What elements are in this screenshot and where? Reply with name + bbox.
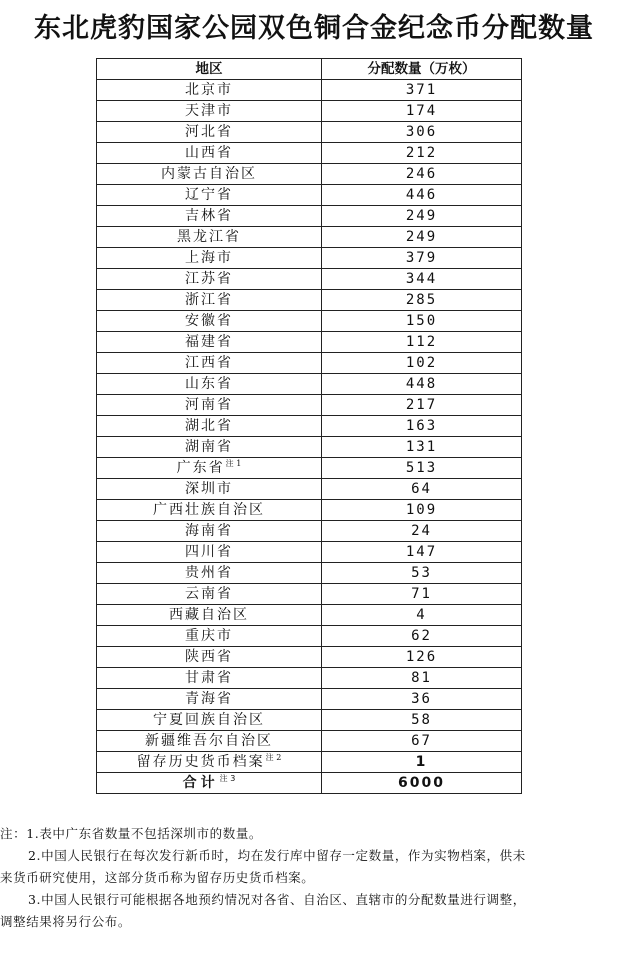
quantity-cell: 379 <box>322 248 522 269</box>
region-name: 浙江省 <box>185 292 233 308</box>
table-row <box>97 395 522 416</box>
region-cell <box>97 689 322 710</box>
table-row <box>97 374 522 395</box>
region-cell <box>97 500 322 521</box>
region-cell <box>97 290 322 311</box>
region-cell <box>97 647 322 668</box>
region-cell <box>97 248 322 269</box>
region-name: 青海省 <box>185 691 233 707</box>
region-name: 上海市 <box>185 250 233 266</box>
quantity-cell: 81 <box>322 668 522 689</box>
quantity-cell: 212 <box>322 143 522 164</box>
region-cell <box>97 458 322 479</box>
table-row <box>97 542 522 563</box>
region-name: 宁夏回族自治区 <box>153 712 265 728</box>
region-name: 河北省 <box>185 124 233 140</box>
region-cell <box>97 521 322 542</box>
footnote-line-3: 来货币研究使用，这部分货币称为留存历史货币档案。 <box>0 870 315 885</box>
quantity-cell: 246 <box>322 164 522 185</box>
table-row <box>97 584 522 605</box>
quantity-cell: 150 <box>322 311 522 332</box>
region-name: 四川省 <box>185 544 233 560</box>
footnote-line-1: 注：1.表中广东省数量不包括深圳市的数量。 <box>0 826 263 841</box>
region-name: 陕西省 <box>185 649 233 665</box>
region-cell <box>97 752 322 773</box>
quantity-cell: 174 <box>322 101 522 122</box>
region-name: 海南省 <box>185 523 233 539</box>
region-name: 深圳市 <box>185 481 233 497</box>
footnote-marker: 注 1 <box>225 459 242 469</box>
quantity-cell: 163 <box>322 416 522 437</box>
region-cell <box>97 269 322 290</box>
region-cell <box>97 374 322 395</box>
region-name: 留存历史货币档案 <box>136 754 265 770</box>
table-row <box>97 710 522 731</box>
region-cell <box>97 164 322 185</box>
quantity-cell: 36 <box>322 689 522 710</box>
quantity-cell: 102 <box>322 353 522 374</box>
region-name: 内蒙古自治区 <box>161 166 257 182</box>
region-cell <box>97 206 322 227</box>
region-cell <box>97 416 322 437</box>
region-name: 湖南省 <box>185 439 233 455</box>
footnote-line-2: 2.中国人民银行在每次发行新币时，均在发行库中留存一定数量，作为实物档案，供未 <box>28 848 526 863</box>
quantity-cell: 71 <box>322 584 522 605</box>
table-row <box>97 416 522 437</box>
table-row <box>97 185 522 206</box>
region-name: 新疆维吾尔自治区 <box>145 733 273 749</box>
quantity-cell: 306 <box>322 122 522 143</box>
region-name: 北京市 <box>185 82 233 98</box>
table-row <box>97 353 522 374</box>
region-name: 山东省 <box>185 376 233 392</box>
region-cell <box>97 542 322 563</box>
quantity-cell: 513 <box>322 458 522 479</box>
quantity-cell: 58 <box>322 710 522 731</box>
quantity-cell: 131 <box>322 437 522 458</box>
quantity-cell: 249 <box>322 227 522 248</box>
region-cell <box>97 668 322 689</box>
table-row <box>97 668 522 689</box>
region-cell <box>97 80 322 101</box>
table-row <box>97 521 522 542</box>
region-name: 福建省 <box>185 334 233 350</box>
region-name: 江苏省 <box>185 271 233 287</box>
table-row <box>97 227 522 248</box>
region-cell <box>97 311 322 332</box>
region-cell <box>97 605 322 626</box>
table-row <box>97 290 522 311</box>
region-cell <box>97 185 322 206</box>
quantity-cell: 64 <box>322 479 522 500</box>
region-cell <box>97 395 322 416</box>
table-row <box>97 332 522 353</box>
table-row <box>97 731 522 752</box>
table-row <box>97 122 522 143</box>
table-row <box>97 101 522 122</box>
table-row <box>97 563 522 584</box>
table-row <box>97 689 522 710</box>
table-row <box>97 458 522 479</box>
region-name: 安徽省 <box>185 313 233 329</box>
region-cell <box>97 626 322 647</box>
table-row <box>97 143 522 164</box>
table-row <box>97 752 522 773</box>
page-title: 东北虎豹国家公园双色铜合金纪念币分配数量 <box>34 13 594 44</box>
table-row <box>97 269 522 290</box>
table-row <box>97 248 522 269</box>
quantity-cell: 217 <box>322 395 522 416</box>
region-name: 合计 <box>182 775 219 791</box>
region-cell <box>97 773 322 794</box>
region-name: 广西壮族自治区 <box>153 502 265 518</box>
allocation-table <box>96 58 522 794</box>
region-cell <box>97 143 322 164</box>
footnote-line-4: 3.中国人民银行可能根据各地预约情况对各省、自治区、直辖市的分配数量进行调整， <box>28 892 526 907</box>
footnote-marker: 注 2 <box>265 753 282 763</box>
quantity-cell: 62 <box>322 626 522 647</box>
region-name: 西藏自治区 <box>169 607 249 623</box>
table-total-row <box>97 773 522 794</box>
quantity-cell: 109 <box>322 500 522 521</box>
region-cell <box>97 563 322 584</box>
quantity-cell: 6000 <box>322 773 522 794</box>
region-cell <box>97 710 322 731</box>
quantity-cell: 344 <box>322 269 522 290</box>
quantity-cell: 53 <box>322 563 522 584</box>
region-name: 云南省 <box>185 586 233 602</box>
quantity-cell: 147 <box>322 542 522 563</box>
region-cell <box>97 353 322 374</box>
region-cell <box>97 479 322 500</box>
region-name: 贵州省 <box>185 565 233 581</box>
region-cell <box>97 101 322 122</box>
table-row <box>97 647 522 668</box>
table-body <box>97 80 522 794</box>
quantity-cell: 1 <box>322 752 522 773</box>
column-header-quantity: 分配数量（万枚） <box>322 59 522 80</box>
table-row <box>97 206 522 227</box>
table-row <box>97 626 522 647</box>
column-header-region: 地区 <box>97 59 322 80</box>
footnote-marker: 注 3 <box>219 774 236 784</box>
table-row <box>97 311 522 332</box>
table-row <box>97 605 522 626</box>
region-name: 吉林省 <box>185 208 233 224</box>
table-header-row <box>97 59 522 80</box>
region-name: 江西省 <box>185 355 233 371</box>
table-row <box>97 80 522 101</box>
region-name: 山西省 <box>185 145 233 161</box>
quantity-cell: 112 <box>322 332 522 353</box>
region-name: 广东省 <box>176 460 225 476</box>
region-cell <box>97 332 322 353</box>
quantity-cell: 448 <box>322 374 522 395</box>
region-cell <box>97 584 322 605</box>
quantity-cell: 446 <box>322 185 522 206</box>
quantity-cell: 4 <box>322 605 522 626</box>
region-name: 黑龙江省 <box>177 229 241 245</box>
region-name: 天津市 <box>185 103 233 119</box>
table-row <box>97 164 522 185</box>
region-name: 重庆市 <box>185 628 233 644</box>
region-name: 河南省 <box>185 397 233 413</box>
footnote-line-5: 调整结果将另行公布。 <box>0 914 132 929</box>
quantity-cell: 249 <box>322 206 522 227</box>
region-name: 甘肃省 <box>185 670 233 686</box>
table-row <box>97 437 522 458</box>
region-cell <box>97 122 322 143</box>
quantity-cell: 67 <box>322 731 522 752</box>
quantity-cell: 24 <box>322 521 522 542</box>
region-cell <box>97 227 322 248</box>
quantity-cell: 126 <box>322 647 522 668</box>
region-name: 辽宁省 <box>185 187 233 203</box>
region-cell <box>97 731 322 752</box>
quantity-cell: 371 <box>322 80 522 101</box>
region-name: 湖北省 <box>185 418 233 434</box>
table-row <box>97 500 522 521</box>
quantity-cell: 285 <box>322 290 522 311</box>
table-row <box>97 479 522 500</box>
footnotes <box>0 823 628 933</box>
region-cell <box>97 437 322 458</box>
